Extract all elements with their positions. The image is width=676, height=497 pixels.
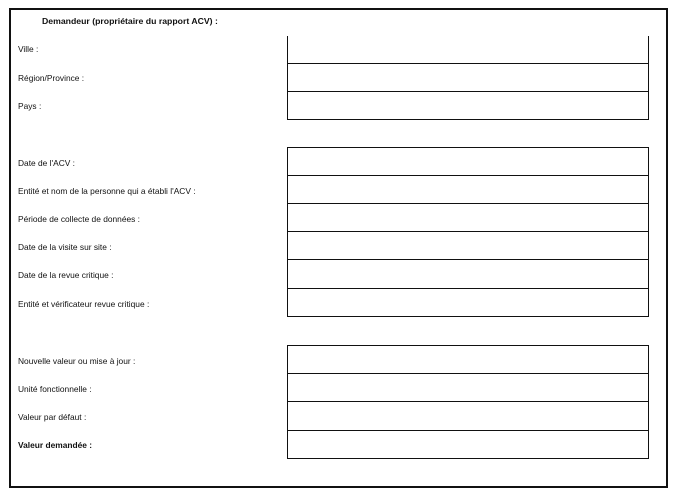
- input-valeur-demandee[interactable]: [287, 430, 649, 459]
- label-date-revue-critique: Date de la revue critique :: [18, 270, 114, 280]
- label-date-visite-site: Date de la visite sur site :: [18, 242, 112, 252]
- label-valeur-par-defaut: Valeur par défaut :: [18, 412, 87, 422]
- label-region-province: Région/Province :: [18, 73, 85, 83]
- input-date-visite-site[interactable]: [287, 231, 649, 260]
- label-entite-verificateur: Entité et vérificateur revue critique :: [18, 299, 150, 309]
- input-entite-verificateur[interactable]: [287, 288, 649, 317]
- input-nouvelle-valeur[interactable]: [287, 345, 649, 374]
- label-ville: Ville :: [18, 44, 39, 54]
- section-header-demandeur: Demandeur (propriétaire du rapport ACV) :: [42, 16, 218, 26]
- input-entite-nom-personne[interactable]: [287, 175, 649, 204]
- label-pays: Pays :: [18, 101, 42, 111]
- label-date-acv: Date de l'ACV :: [18, 158, 75, 168]
- input-date-acv[interactable]: [287, 147, 649, 176]
- label-entite-nom-personne: Entité et nom de la personne qui a établi l'ACV :: [18, 186, 196, 196]
- input-pays[interactable]: [287, 91, 649, 120]
- label-periode-collecte: Période de collecte de données :: [18, 214, 140, 224]
- label-nouvelle-valeur: Nouvelle valeur ou mise à jour :: [18, 356, 136, 366]
- input-unite-fonctionnelle[interactable]: [287, 373, 649, 402]
- input-periode-collecte[interactable]: [287, 203, 649, 232]
- label-valeur-demandee: Valeur demandée :: [18, 440, 93, 450]
- input-ville[interactable]: [287, 36, 649, 64]
- label-unite-fonctionnelle: Unité fonctionnelle :: [18, 384, 92, 394]
- input-region-province[interactable]: [287, 63, 649, 92]
- input-date-revue-critique[interactable]: [287, 259, 649, 289]
- input-valeur-par-defaut[interactable]: [287, 401, 649, 431]
